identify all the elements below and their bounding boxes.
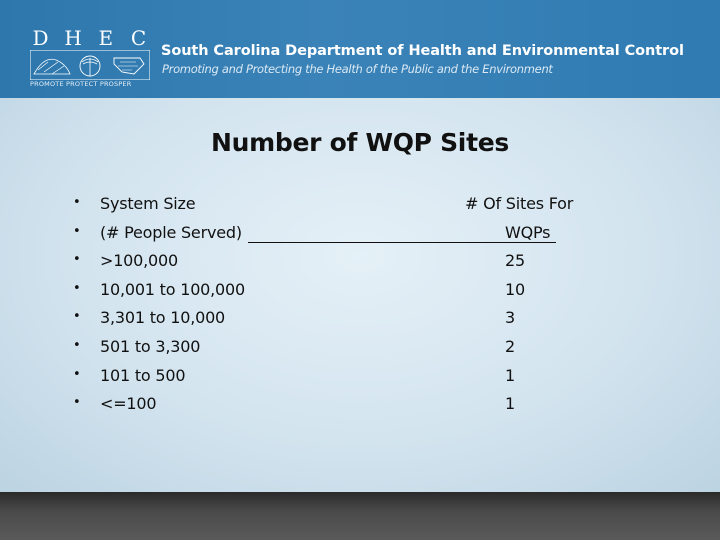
header-underline [248,242,556,243]
list-item [0,194,720,223]
site-count: 3 [505,308,515,328]
system-size: <=100 [100,394,157,414]
system-size: 3,301 to 10,000 [100,308,226,328]
bullet-icon: • [73,366,81,382]
site-count: 1 [505,365,515,385]
column-header-sites-subtitle: WQPs [505,222,551,242]
site-count: 25 [505,251,525,271]
table-row [0,337,720,366]
system-size: 101 to 500 [100,365,186,385]
column-header-size-subtitle: (# People Served) [100,222,242,242]
bullet-icon: • [73,195,81,210]
logo-letter: E [98,26,115,50]
slide-title: Number of WQP Sites [211,128,509,157]
table-row [0,366,720,395]
bullet-list [0,194,720,423]
bullet-icon: • [73,223,81,239]
table-row [0,308,720,337]
table-row [0,394,720,423]
bullet-icon: • [73,395,81,411]
logo-letter: H [64,26,83,50]
organization-slogan: Promoting and Protecting the Health of the Public and the Environment [162,62,553,76]
bullet-icon: • [73,280,81,296]
logo-letters [30,26,150,48]
footer-bar [0,492,720,540]
slide-content [0,98,720,492]
column-header-size: System Size [100,194,196,213]
bullet-icon: • [73,309,81,325]
site-count: 2 [505,336,515,356]
header-banner [0,0,720,98]
bullet-icon: • [73,337,81,353]
dhec-logo [30,28,150,88]
palmetto-logo-icon [30,50,150,80]
system-size: 10,001 to 100,000 [100,279,245,299]
organization-name: South Carolina Department of Health and Environmental Control [161,43,684,59]
logo-letter: D [32,26,50,50]
logo-letter: C [130,26,148,50]
table-row [0,280,720,309]
system-size: 501 to 3,300 [100,336,201,356]
logo-tagline: PROMOTE PROTECT PROSPER [30,80,132,88]
column-header-sites: # Of Sites For [465,194,574,213]
list-item [0,223,720,252]
site-count: 10 [505,279,525,299]
system-size: >100,000 [100,251,178,271]
site-count: 1 [505,394,515,414]
bullet-icon: • [73,252,81,268]
table-row [0,251,720,280]
